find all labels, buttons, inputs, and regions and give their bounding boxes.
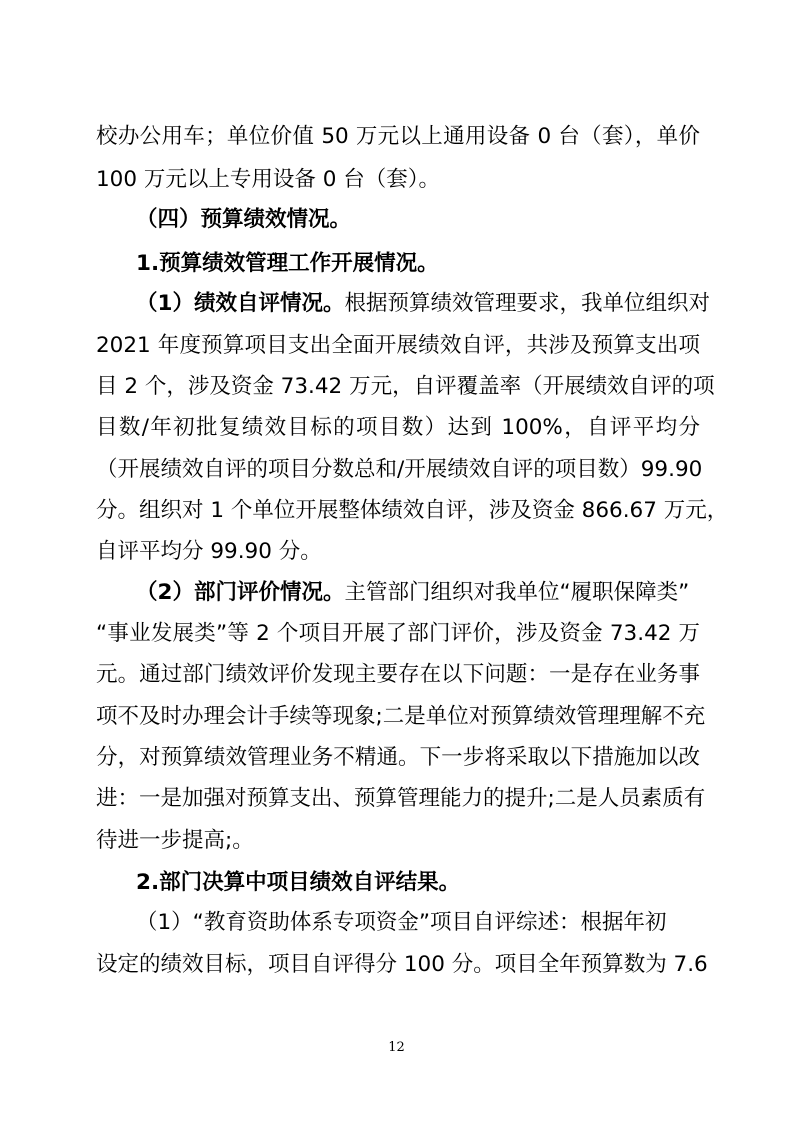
subsection-heading: 1.预算绩效管理工作开展情况。 bbox=[136, 251, 439, 276]
inline-heading: （1）绩效自评情况。 bbox=[136, 291, 345, 316]
text-line: 分。组织对 1 个单位开展整体绩效自评，涉及资金 866.67 万元， bbox=[96, 498, 729, 523]
section-heading: （四）预算绩效情况。 bbox=[136, 207, 352, 232]
text-line: 校办公用车；单位价值 50 万元以上通用设备 0 台（套），单价 bbox=[96, 124, 700, 149]
text-line: （1）“教育资助体系专项资金”项目自评综述：根据年初 bbox=[136, 910, 667, 935]
text-line: 待进一步提高;。 bbox=[96, 828, 254, 853]
text-line: 进：一是加强对预算支出、预算管理能力的提升;二是人员素质有 bbox=[96, 786, 706, 811]
text-line: 设定的绩效目标，项目自评得分 100 分。项目全年预算数为 7.6 bbox=[96, 952, 708, 977]
text-line: 元。通过部门绩效评价发现主要存在以下问题：一是存在业务事 bbox=[96, 662, 700, 687]
page-number: 12 bbox=[388, 1040, 405, 1055]
text-line: 项不及时办理会计手续等现象;二是单位对预算绩效管理理解不充 bbox=[96, 704, 706, 729]
inline-heading: （2）部门评价情况。 bbox=[136, 580, 345, 605]
paragraph-line bbox=[136, 290, 710, 318]
text-run: 主管部门组织对我单位“履职保障类” bbox=[344, 580, 690, 605]
text-line: 目 2 个，涉及资金 73.42 万元，自评覆盖率（开展绩效自评的项 bbox=[96, 374, 715, 399]
text-line: 100 万元以上专用设备 0 台（套）。 bbox=[96, 167, 440, 192]
text-line: 目数/年初批复绩效目标的项目数）达到 100%，自评平均分 bbox=[96, 415, 700, 440]
text-line: （开展绩效自评的项目分数总和/开展绩效自评的项目数）99.90 bbox=[96, 457, 703, 482]
text-line: 分，对预算绩效管理业务不精通。下一步将采取以下措施加以改 bbox=[96, 745, 700, 770]
paragraph-line bbox=[136, 579, 700, 607]
text-line: “事业发展类”等 2 个项目开展了部门评价，涉及资金 73.42 万 bbox=[96, 621, 700, 646]
text-run: 根据预算绩效管理要求，我单位组织对 bbox=[344, 291, 710, 316]
text-line: 自评平均分 99.90 分。 bbox=[96, 539, 322, 564]
text-line: 2021 年度预算项目支出全面开展绩效自评，共涉及预算支出项 bbox=[96, 333, 700, 358]
subsection-heading: 2.部门决算中项目绩效自评结果。 bbox=[136, 870, 461, 895]
